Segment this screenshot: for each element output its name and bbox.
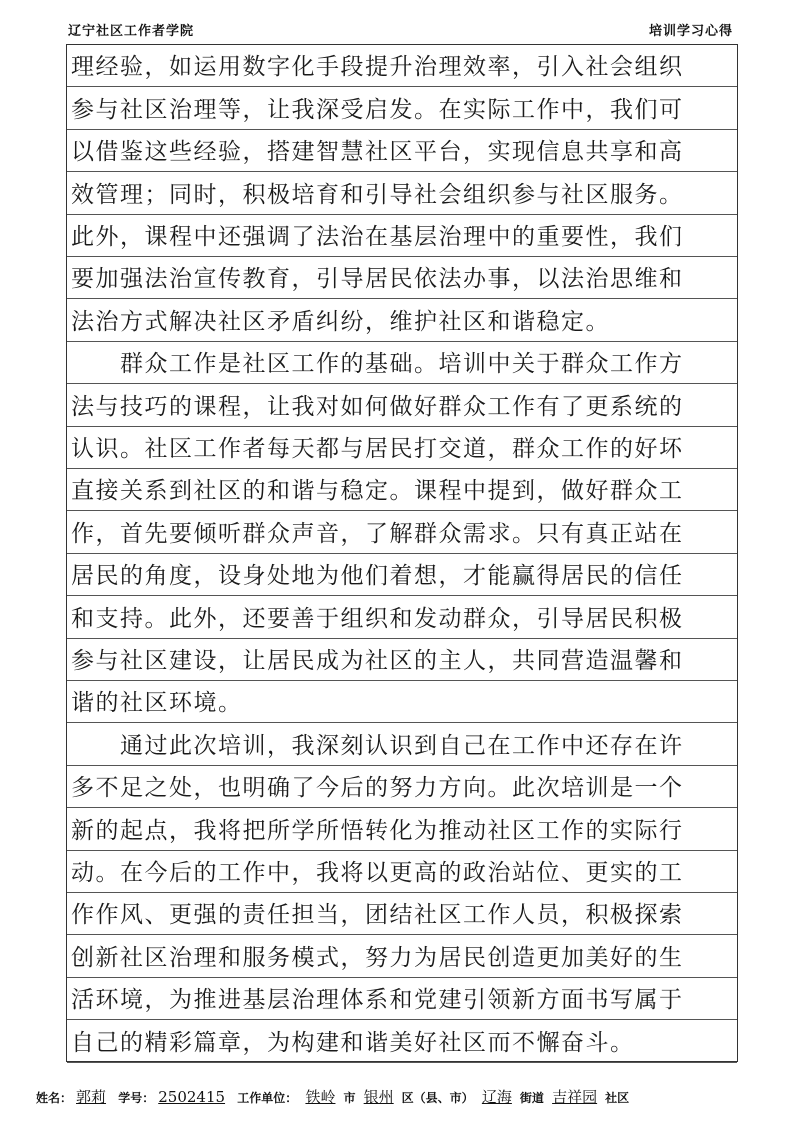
city-value: 铁岭 bbox=[305, 1088, 336, 1106]
text-line: 创新社区治理和服务模式，努力为居民创造更加美好的生 bbox=[67, 935, 737, 977]
text-line: 法治方式解决社区矛盾纠纷，维护社区和谐稳定。 bbox=[67, 299, 737, 341]
text-line: 认识。社区工作者每天都与居民打交道，群众工作的好坏 bbox=[67, 427, 737, 469]
text-line: 效管理；同时，积极培育和引导社会组织参与社区服务。 bbox=[67, 172, 737, 214]
community-label: 社区 bbox=[605, 1091, 630, 1105]
text-line: 群众工作是社区工作的基础。培训中关于群众工作方 bbox=[67, 342, 737, 384]
unit-label: 工作单位： bbox=[237, 1091, 298, 1105]
community-value: 吉祥园 bbox=[552, 1088, 598, 1106]
text-line: 新的起点，我将把所学所悟转化为推动社区工作的实际行 bbox=[67, 808, 737, 850]
text-line: 此外，课程中还强调了法治在基层治理中的重要性，我们 bbox=[67, 215, 737, 257]
text-line: 自己的精彩篇章，为构建和谐美好社区而不懈奋斗。 bbox=[67, 1020, 737, 1062]
text-line: 法与技巧的课程，让我对如何做好群众工作有了更系统的 bbox=[67, 384, 737, 426]
text-line: 居民的角度，设身处地为他们着想，才能赢得居民的信任 bbox=[67, 554, 737, 596]
text-line: 理经验，如运用数字化手段提升治理效率，引入社会组织 bbox=[67, 45, 737, 87]
district-label: 区（县、市） bbox=[401, 1091, 474, 1105]
street-label: 街道 bbox=[519, 1091, 544, 1105]
name-value: 郭莉 bbox=[76, 1088, 107, 1106]
text-line: 参与社区建设，让居民成为社区的主人，共同营造温馨和 bbox=[67, 639, 737, 681]
header-institution: 辽宁社区工作者学院 bbox=[68, 24, 195, 39]
text-line: 谐的社区环境。 bbox=[67, 681, 737, 723]
text-line: 和支持。此外，还要善于组织和发动群众，引导居民积极 bbox=[67, 596, 737, 638]
lined-writing-area bbox=[66, 44, 738, 1062]
district-value: 银州 bbox=[363, 1088, 394, 1106]
text-line: 直接关系到社区的和谐与稳定。课程中提到，做好群众工 bbox=[67, 469, 737, 511]
text-line: 作，首先要倾听群众声音，了解群众需求。只有真正站在 bbox=[67, 511, 737, 553]
text-line: 动。在今后的工作中，我将以更高的政治站位、更实的工 bbox=[67, 851, 737, 893]
id-value: 2502415 bbox=[158, 1088, 226, 1106]
city-label: 市 bbox=[343, 1091, 356, 1105]
text-line: 多不足之处，也明确了今后的努力方向。此次培训是一个 bbox=[67, 766, 737, 808]
text-line: 通过此次培训，我深刻认识到自己在工作中还存在许 bbox=[67, 723, 737, 765]
text-line: 作作风、更强的责任担当，团结社区工作人员，积极探索 bbox=[67, 893, 737, 935]
id-label: 学号： bbox=[118, 1091, 155, 1105]
text-line: 以借鉴这些经验，搭建智慧社区平台，实现信息共享和高 bbox=[67, 130, 737, 172]
text-line: 参与社区治理等，让我深受启发。在实际工作中，我们可 bbox=[67, 87, 737, 129]
header-document-title: 培训学习心得 bbox=[648, 24, 733, 39]
text-line: 活环境，为推进基层治理体系和党建引领新方面书写属于 bbox=[67, 978, 737, 1020]
name-label: 姓名： bbox=[36, 1091, 73, 1105]
text-line: 要加强法治宣传教育，引导居民依法办事，以法治思维和 bbox=[67, 257, 737, 299]
street-value: 辽海 bbox=[481, 1088, 512, 1106]
signature-footer bbox=[36, 1086, 766, 1107]
